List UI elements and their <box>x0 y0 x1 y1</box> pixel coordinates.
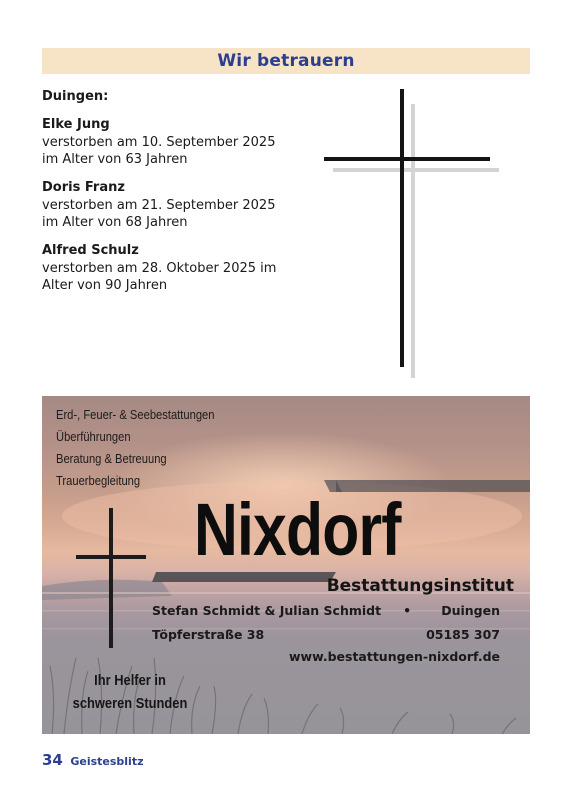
slogan <box>60 669 200 715</box>
service-item: Beratung & Betreuung <box>56 451 167 466</box>
obituary-entry <box>42 242 312 294</box>
funeral-home-advertisement <box>42 396 530 734</box>
deceased-name: Elke Jung <box>42 117 110 132</box>
bullet-separator: • <box>403 603 412 618</box>
service-item: Trauerbegleitung <box>56 473 141 488</box>
page-title: Wir betrauern <box>217 51 355 71</box>
brand-subtitle: Bestattungsinstitut <box>326 576 514 596</box>
death-date: verstorben am 10. September 2025 <box>42 135 276 150</box>
obituary-list <box>42 89 312 305</box>
cross-icon <box>76 508 146 648</box>
owner-names <box>152 603 423 618</box>
place-heading: Duingen: <box>42 89 109 104</box>
deceased-name: Doris Franz <box>42 180 125 195</box>
service-item: Erd-, Feuer- & Seebestattungen <box>56 407 215 422</box>
service-item: Überführungen <box>56 429 131 444</box>
age-at-death: im Alter von 63 Jahren <box>42 152 188 167</box>
service-list <box>56 404 240 492</box>
death-date: verstorben am 28. Oktober 2025 im <box>42 261 277 276</box>
death-date: verstorben am 21. September 2025 <box>42 198 276 213</box>
obituary-entry <box>42 179 312 231</box>
website-link[interactable]: www.bestattungen-nixdorf.de <box>288 649 500 664</box>
city: Duingen <box>441 603 500 618</box>
street-address: Töpferstraße 38 <box>152 627 265 642</box>
age-at-death: im Alter von 68 Jahren <box>42 215 188 230</box>
page-number: 34 <box>42 751 63 769</box>
publication-name: Geistesblitz <box>70 755 144 768</box>
header-bar <box>42 48 530 74</box>
obituary-entry <box>42 116 312 168</box>
phone-number: 05185 307 <box>426 627 500 642</box>
owners-text: Stefan Schmidt & Julian Schmidt <box>152 603 382 618</box>
page-footer <box>42 751 143 770</box>
brand-logo-text: Nixdorf <box>194 488 401 571</box>
deceased-name: Alfred Schulz <box>42 243 139 258</box>
age-at-death: Alter von 90 Jahren <box>42 278 168 293</box>
slogan-line: Ihr Helfer in <box>94 672 166 689</box>
cross-icon <box>320 86 500 386</box>
slogan-line: schweren Stunden <box>72 695 188 712</box>
